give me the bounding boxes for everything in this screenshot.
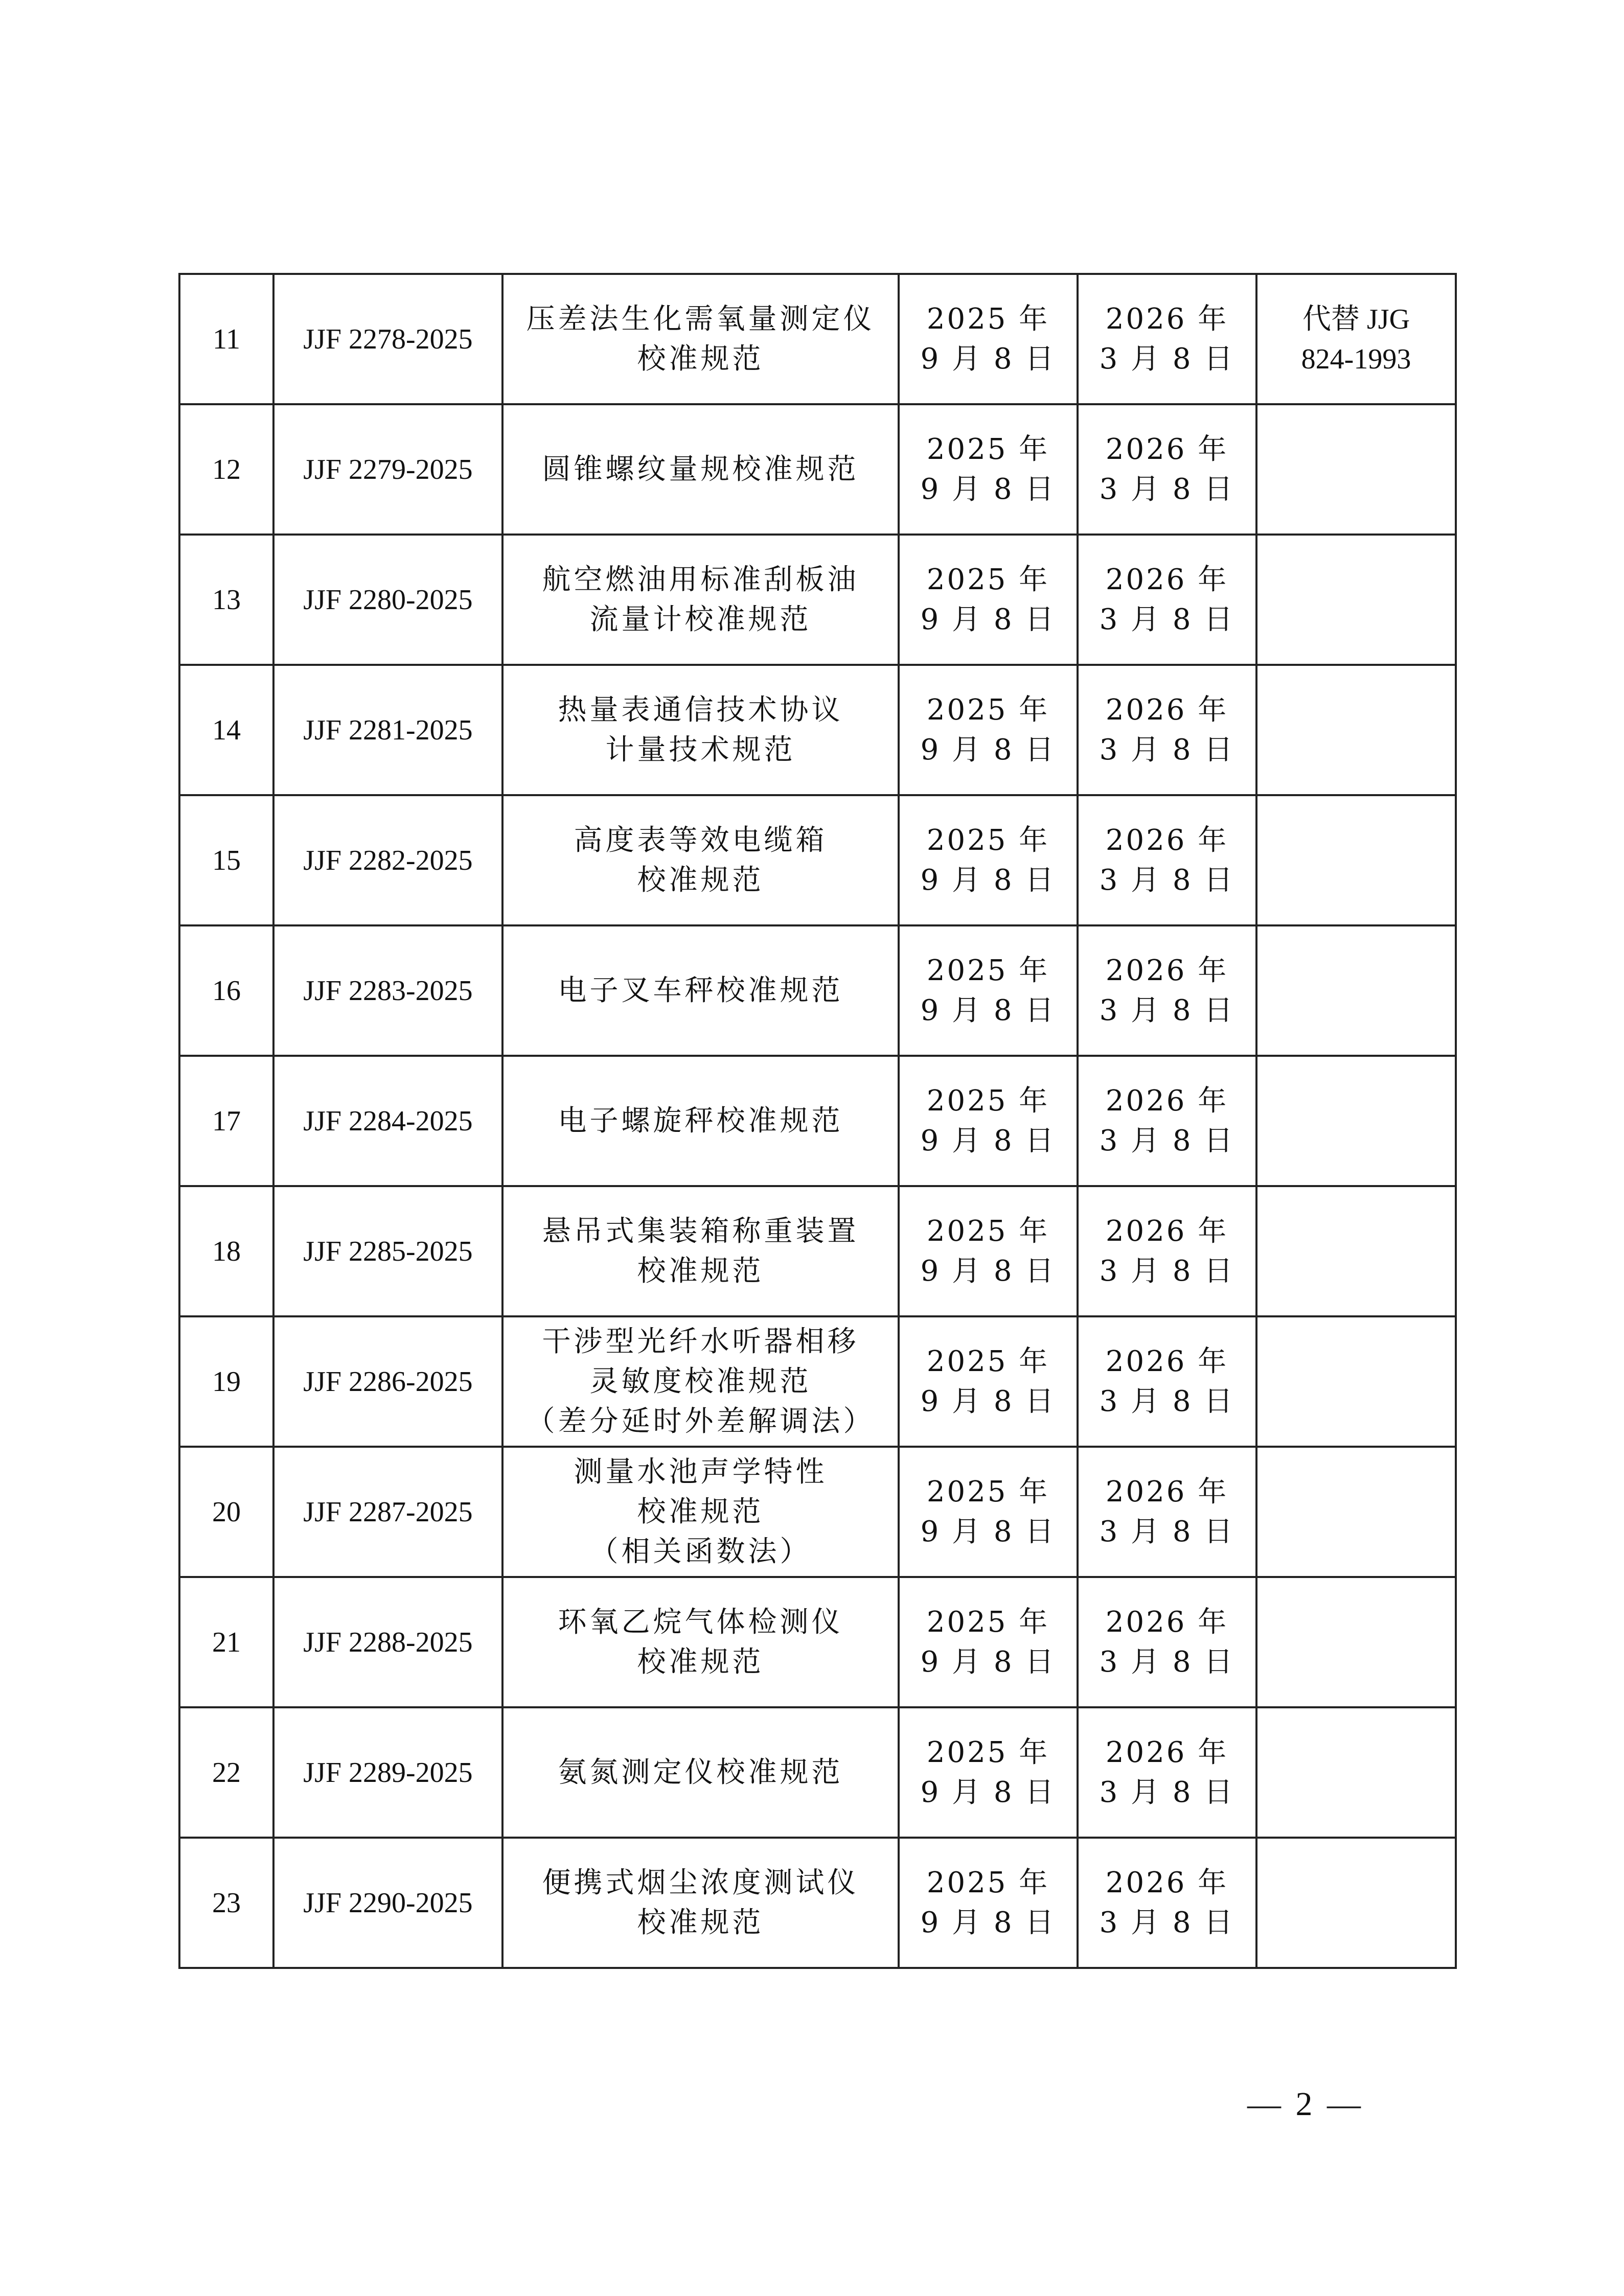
publish-date-line: 9 月 8 日	[920, 602, 1056, 636]
effective-date-line: 2026 年	[1105, 1084, 1229, 1118]
standard-code-cell: JJF 2286-2025	[273, 1316, 502, 1447]
publish-date-cell	[899, 404, 1078, 535]
seq-cell: 14	[179, 665, 273, 795]
publish-date-line: 2025 年	[926, 1866, 1050, 1899]
standard-name-cell	[502, 535, 899, 665]
seq-cell: 15	[179, 795, 273, 925]
effective-date-cell	[1078, 1056, 1256, 1186]
standard-name-line: 电子螺旋秤校准规范	[558, 1104, 843, 1138]
publish-date-line: 9 月 8 日	[920, 472, 1056, 506]
standard-name-line: 氨氮测定仪校准规范	[558, 1755, 843, 1789]
effective-date-line: 3 月 8 日	[1099, 1906, 1235, 1939]
publish-date-cell	[899, 1838, 1078, 1968]
effective-date-line: 2026 年	[1105, 1735, 1229, 1769]
seq-cell: 19	[179, 1316, 273, 1447]
effective-date-line: 3 月 8 日	[1099, 602, 1235, 636]
effective-date-line: 2026 年	[1105, 954, 1229, 987]
publish-date-cell	[899, 925, 1078, 1056]
effective-date-line: 2026 年	[1105, 1344, 1229, 1378]
table-row	[179, 1447, 1456, 1577]
table-row	[179, 274, 1456, 404]
remark-cell	[1256, 274, 1456, 404]
standard-name-cell	[502, 665, 899, 795]
effective-date-cell	[1078, 404, 1256, 535]
publish-date-line: 9 月 8 日	[920, 1906, 1056, 1939]
publish-date-line: 2025 年	[926, 1344, 1050, 1378]
table-row	[179, 1577, 1456, 1707]
effective-date-line: 2026 年	[1105, 302, 1229, 336]
standard-code-cell: JJF 2290-2025	[273, 1838, 502, 1968]
remark-cell	[1256, 925, 1456, 1056]
effective-date-cell	[1078, 1577, 1256, 1707]
remark-line: 代替 JJG	[1302, 303, 1410, 335]
effective-date-cell	[1078, 1707, 1256, 1838]
standard-name-line: 校准规范	[637, 1906, 764, 1939]
standard-name-line: 干涉型光纤水听器相移	[542, 1325, 859, 1358]
effective-date-line: 2026 年	[1105, 823, 1229, 857]
remark-cell	[1256, 1838, 1456, 1968]
standard-name-line: 便携式烟尘浓度测试仪	[542, 1866, 859, 1899]
publish-date-line: 2025 年	[926, 563, 1050, 596]
publish-date-line: 2025 年	[926, 1084, 1050, 1118]
page-number: — 2 —	[1247, 2085, 1364, 2123]
effective-date-line: 2026 年	[1105, 563, 1229, 596]
publish-date-line: 2025 年	[926, 823, 1050, 857]
publish-date-cell	[899, 1577, 1078, 1707]
standard-code-cell: JJF 2284-2025	[273, 1056, 502, 1186]
effective-date-cell	[1078, 1186, 1256, 1316]
publish-date-line: 2025 年	[926, 693, 1050, 727]
publish-date-cell	[899, 1316, 1078, 1447]
remark-cell	[1256, 1056, 1456, 1186]
standard-name-line: 校准规范	[637, 1645, 764, 1679]
table-body	[179, 274, 1456, 1968]
table-row	[179, 795, 1456, 925]
table-row	[179, 404, 1456, 535]
effective-date-line: 3 月 8 日	[1099, 472, 1235, 506]
standard-name-line: 校准规范	[637, 1495, 764, 1528]
standards-table	[178, 273, 1457, 1969]
standard-name-line: 高度表等效电缆箱	[574, 823, 828, 857]
seq-cell: 21	[179, 1577, 273, 1707]
table-row	[179, 1707, 1456, 1838]
publish-date-cell	[899, 535, 1078, 665]
standard-name-line: 校准规范	[637, 1254, 764, 1288]
remark-cell	[1256, 1316, 1456, 1447]
standard-name-cell	[502, 1838, 899, 1968]
seq-cell: 20	[179, 1447, 273, 1577]
standard-name-line: 校准规范	[637, 342, 764, 376]
seq-cell: 17	[179, 1056, 273, 1186]
standard-name-cell	[502, 1316, 899, 1447]
publish-date-line: 9 月 8 日	[920, 1124, 1056, 1157]
remark-line: 824-1993	[1301, 343, 1411, 375]
effective-date-line: 3 月 8 日	[1099, 1775, 1235, 1809]
standard-name-line: 灵敏度校准规范	[589, 1364, 812, 1398]
standard-name-line: 测量水池声学特性	[574, 1455, 828, 1489]
effective-date-cell	[1078, 1447, 1256, 1577]
publish-date-line: 9 月 8 日	[920, 342, 1056, 376]
effective-date-cell	[1078, 274, 1256, 404]
publish-date-line: 9 月 8 日	[920, 1515, 1056, 1548]
effective-date-line: 3 月 8 日	[1099, 1254, 1235, 1288]
effective-date-line: 2026 年	[1105, 432, 1229, 466]
effective-date-line: 3 月 8 日	[1099, 993, 1235, 1027]
standard-code-cell: JJF 2288-2025	[273, 1577, 502, 1707]
standard-code-cell: JJF 2287-2025	[273, 1447, 502, 1577]
publish-date-cell	[899, 1186, 1078, 1316]
standard-name-line: 流量计校准规范	[589, 602, 812, 636]
seq-cell: 16	[179, 925, 273, 1056]
table-row	[179, 1056, 1456, 1186]
publish-date-line: 9 月 8 日	[920, 1645, 1056, 1679]
remark-cell	[1256, 1186, 1456, 1316]
standard-name-cell	[502, 925, 899, 1056]
standard-name-line: 环氧乙烷气体检测仪	[558, 1605, 843, 1639]
effective-date-line: 3 月 8 日	[1099, 863, 1235, 897]
publish-date-cell	[899, 1447, 1078, 1577]
standard-name-cell	[502, 1707, 899, 1838]
publish-date-cell	[899, 1056, 1078, 1186]
effective-date-line: 2026 年	[1105, 1475, 1229, 1509]
standard-code-cell: JJF 2281-2025	[273, 665, 502, 795]
table-row	[179, 665, 1456, 795]
seq-cell: 23	[179, 1838, 273, 1968]
remark-cell	[1256, 1447, 1456, 1577]
table-row	[179, 1316, 1456, 1447]
effective-date-line: 2026 年	[1105, 1605, 1229, 1639]
remark-cell	[1256, 795, 1456, 925]
standard-name-cell	[502, 795, 899, 925]
standard-name-line: 电子叉车秤校准规范	[558, 973, 843, 1007]
effective-date-cell	[1078, 665, 1256, 795]
publish-date-line: 2025 年	[926, 432, 1050, 466]
standard-name-cell	[502, 1577, 899, 1707]
publish-date-line: 2025 年	[926, 1475, 1050, 1509]
standard-code-cell: JJF 2279-2025	[273, 404, 502, 535]
effective-date-line: 3 月 8 日	[1099, 1384, 1235, 1418]
effective-date-cell	[1078, 925, 1256, 1056]
publish-date-line: 2025 年	[926, 954, 1050, 987]
table-row	[179, 535, 1456, 665]
remark-cell	[1256, 1577, 1456, 1707]
table-row	[179, 1186, 1456, 1316]
standard-name-cell	[502, 404, 899, 535]
effective-date-line: 3 月 8 日	[1099, 342, 1235, 376]
standard-code-cell: JJF 2285-2025	[273, 1186, 502, 1316]
effective-date-cell	[1078, 1838, 1256, 1968]
effective-date-cell	[1078, 1316, 1256, 1447]
publish-date-cell	[899, 795, 1078, 925]
standard-code-cell: JJF 2289-2025	[273, 1707, 502, 1838]
publish-date-line: 2025 年	[926, 302, 1050, 336]
remark-cell	[1256, 404, 1456, 535]
standard-name-line: 航空燃油用标准刮板油	[542, 563, 859, 596]
standard-code-cell: JJF 2280-2025	[273, 535, 502, 665]
standard-name-line: 压差法生化需氧量测定仪	[526, 302, 875, 336]
seq-cell: 11	[179, 274, 273, 404]
publish-date-line: 9 月 8 日	[920, 863, 1056, 897]
standard-name-line: 计量技术规范	[605, 733, 796, 767]
table-row	[179, 925, 1456, 1056]
publish-date-line: 9 月 8 日	[920, 1775, 1056, 1809]
table-row	[179, 1838, 1456, 1968]
standard-name-line: 悬吊式集装箱称重装置	[542, 1214, 859, 1248]
remark-cell	[1256, 665, 1456, 795]
publish-date-line: 9 月 8 日	[920, 993, 1056, 1027]
seq-cell: 12	[179, 404, 273, 535]
remark-cell	[1256, 1707, 1456, 1838]
effective-date-line: 3 月 8 日	[1099, 733, 1235, 767]
publish-date-line: 2025 年	[926, 1605, 1050, 1639]
publish-date-cell	[899, 1707, 1078, 1838]
standard-name-line: （相关函数法）	[589, 1535, 812, 1568]
standard-code-cell: JJF 2283-2025	[273, 925, 502, 1056]
standard-name-cell	[502, 1056, 899, 1186]
effective-date-line: 3 月 8 日	[1099, 1645, 1235, 1679]
publish-date-line: 9 月 8 日	[920, 733, 1056, 767]
effective-date-line: 2026 年	[1105, 1214, 1229, 1248]
seq-cell: 13	[179, 535, 273, 665]
publish-date-cell	[899, 274, 1078, 404]
seq-cell: 18	[179, 1186, 273, 1316]
effective-date-line: 2026 年	[1105, 693, 1229, 727]
effective-date-cell	[1078, 795, 1256, 925]
effective-date-line: 2026 年	[1105, 1866, 1229, 1899]
publish-date-line: 9 月 8 日	[920, 1384, 1056, 1418]
publish-date-line: 2025 年	[926, 1735, 1050, 1769]
standard-name-cell	[502, 274, 899, 404]
effective-date-line: 3 月 8 日	[1099, 1124, 1235, 1157]
publish-date-line: 2025 年	[926, 1214, 1050, 1248]
standard-name-cell	[502, 1447, 899, 1577]
effective-date-line: 3 月 8 日	[1099, 1515, 1235, 1548]
standard-name-line: （差分延时外差解调法）	[526, 1404, 875, 1438]
standard-name-line: 校准规范	[637, 863, 764, 897]
remark-cell	[1256, 535, 1456, 665]
publish-date-line: 9 月 8 日	[920, 1254, 1056, 1288]
standard-code-cell: JJF 2278-2025	[273, 274, 502, 404]
publish-date-cell	[899, 665, 1078, 795]
standard-name-line: 热量表通信技术协议	[558, 693, 843, 727]
standard-code-cell: JJF 2282-2025	[273, 795, 502, 925]
standard-name-cell	[502, 1186, 899, 1316]
standard-name-line: 圆锥螺纹量规校准规范	[542, 452, 859, 486]
effective-date-cell	[1078, 535, 1256, 665]
seq-cell: 22	[179, 1707, 273, 1838]
